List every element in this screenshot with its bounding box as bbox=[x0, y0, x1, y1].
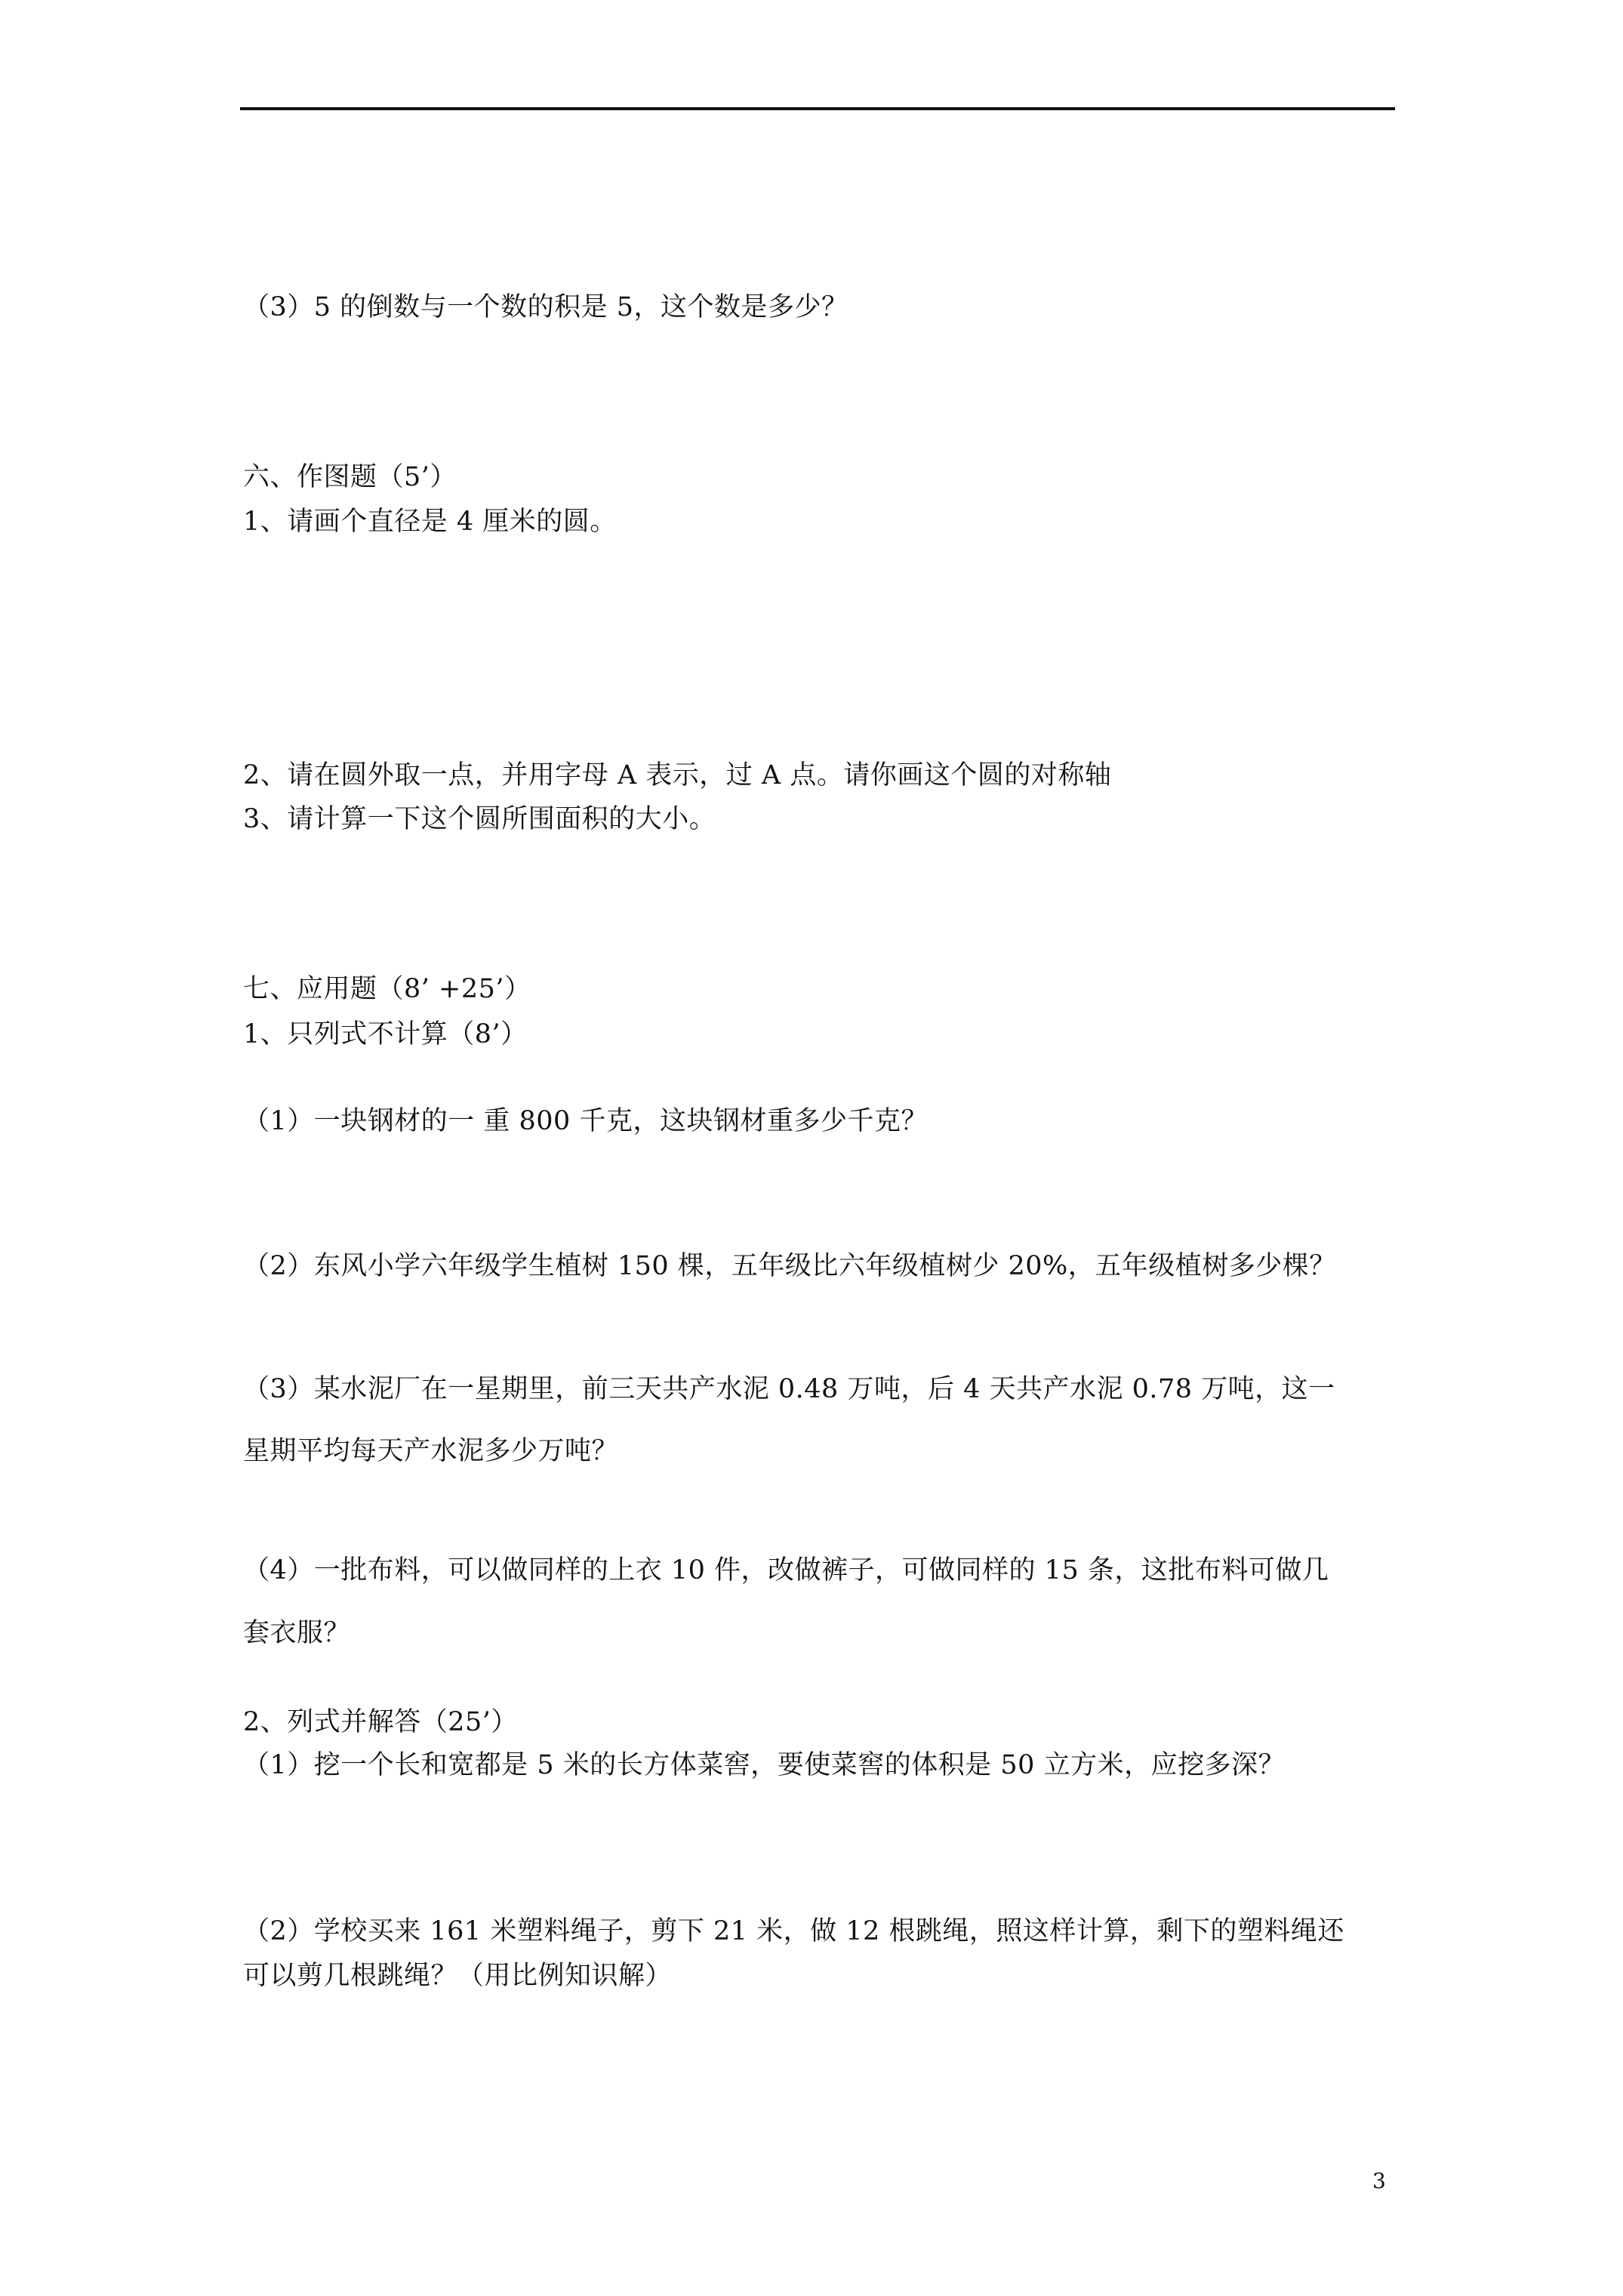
section-6-title: 六、作图题（5’） bbox=[243, 462, 457, 492]
section-7-part-1-question-3-line-2: 星期平均每天产水泥多少万吨？ bbox=[243, 1436, 619, 1466]
section-7-part-1-title: 1、只列式不计算（8’） bbox=[243, 1019, 528, 1049]
section-7-part-2-question-2-line-1: （2）学校买来 161 米塑料绳子，剪下 21 米，做 12 根跳绳，照这样计算，剩下的塑料绳还 bbox=[243, 1916, 1344, 1946]
section-6-item-3: 3、请计算一下这个圆所围面积的大小。 bbox=[243, 804, 716, 834]
section-6-item-1: 1、请画个直径是 4 厘米的圆。 bbox=[243, 507, 617, 537]
section-7-part-2-question-1: （1）挖一个长和宽都是 5 米的长方体菜窖，要使菜窖的体积是 50 立方米，应挖多深？ bbox=[243, 1750, 1286, 1780]
section-7-part-1-question-2: （2）东风小学六年级学生植树 150 棵，五年级比六年级植树少 20%，五年级植树多少棵？ bbox=[243, 1251, 1336, 1281]
header-rule bbox=[240, 107, 1395, 110]
section-7-part-1-question-4-line-2: 套衣服？ bbox=[243, 1618, 351, 1648]
section-7-part-1-question-4-line-1: （4）一批布料，可以做同样的上衣 10 件，改做裤子，可做同样的 15 条，这批布料可做几 bbox=[243, 1555, 1329, 1586]
page-number: 3 bbox=[1372, 2168, 1386, 2193]
section-7-part-1-question-3-line-1: （3）某水泥厂在一星期里，前三天共产水泥 0.48 万吨，后 4 天共产水泥 0.78 万吨，这一 bbox=[243, 1374, 1335, 1404]
section-7-title: 七、应用题（8’ +25’） bbox=[243, 974, 531, 1004]
section-6-item-2: 2、请在圆外取一点，并用字母 A 表示，过 A 点。请你画这个圆的对称轴 bbox=[243, 760, 1112, 791]
question-5-3: （3）5 的倒数与一个数的积是 5，这个数是多少？ bbox=[243, 292, 848, 322]
section-7-part-2-question-2-line-2: 可以剪几根跳绳？（用比例知识解） bbox=[243, 1961, 673, 1991]
section-7-part-2-title: 2、列式并解答（25’） bbox=[243, 1707, 518, 1737]
section-7-part-1-question-1: （1）一块钢材的一 重 800 千克，这块钢材重多少千克？ bbox=[243, 1106, 928, 1136]
